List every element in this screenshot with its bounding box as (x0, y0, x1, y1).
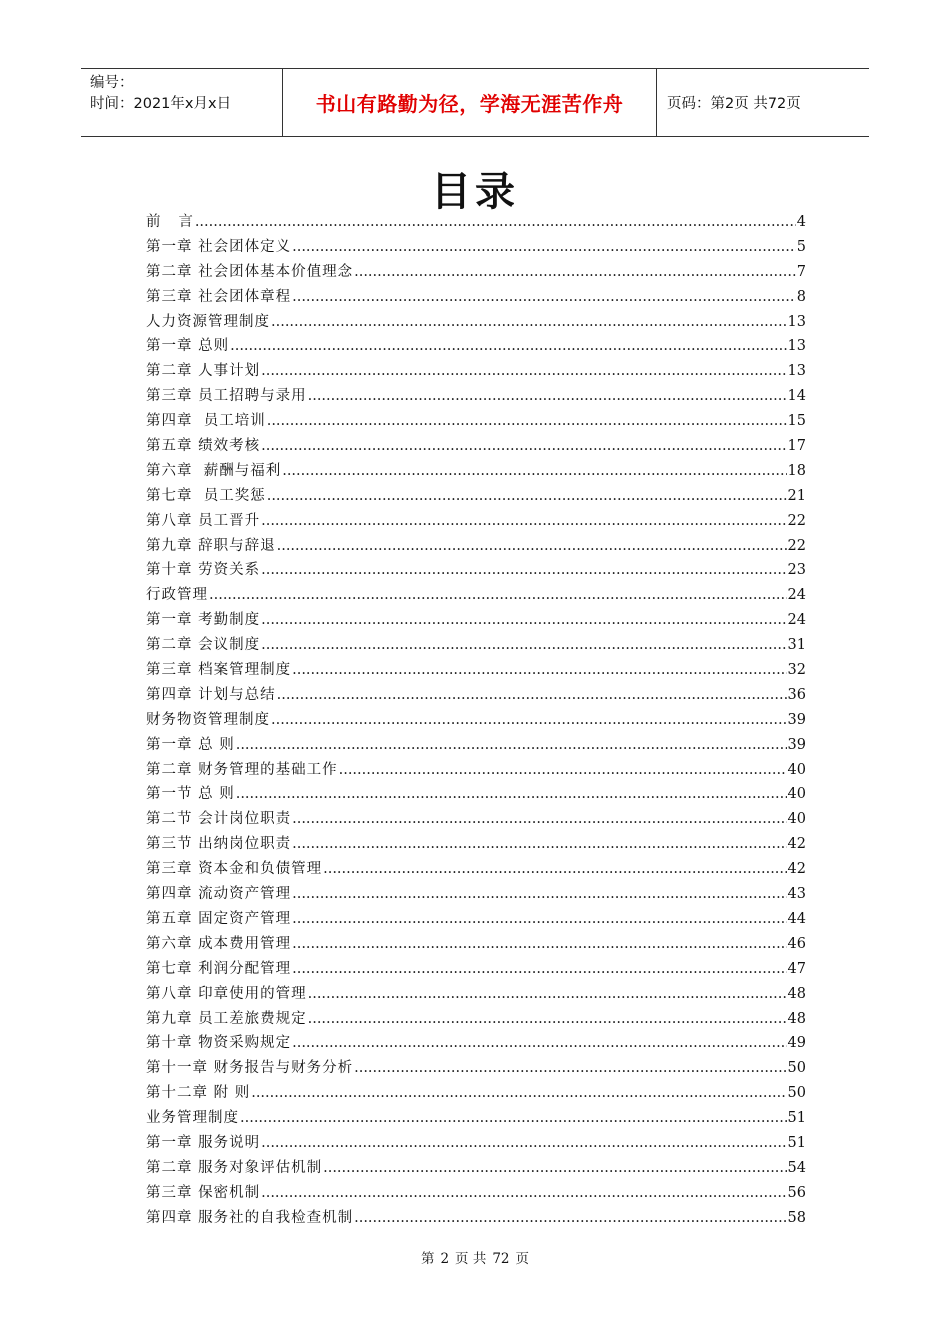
toc-entry[interactable] (146, 409, 806, 434)
toc-leader-dots (292, 886, 786, 902)
toc-entry[interactable] (146, 235, 806, 260)
toc-entry-title: 前 言 (146, 214, 194, 230)
toc-entry-page: 5 (796, 238, 806, 255)
toc-entry-title: 财务物资管理制度 (146, 711, 270, 728)
toc-entry-page: 48 (787, 1010, 806, 1027)
toc-entry[interactable] (146, 733, 806, 758)
toc-entry-title: 第四章 流动资产管理 (146, 886, 292, 903)
toc-entry-page: 50 (787, 1060, 806, 1077)
toc-entry-title: 第二章 服务对象评估机制 (146, 1159, 323, 1176)
toc-entry-page: 13 (787, 363, 806, 380)
toc-leader-dots (271, 314, 787, 330)
toc-leader-dots (261, 612, 786, 628)
toc-entry-title: 第三章 资本金和负债管理 (146, 861, 323, 878)
toc-entry-title: 第四章 计划与总结 (146, 686, 276, 703)
toc-entry-title: 第三章 员工招聘与录用 (146, 388, 307, 405)
toc-leader-dots (282, 463, 786, 479)
toc-entry-page: 51 (787, 1110, 806, 1127)
toc-entry[interactable] (146, 658, 806, 683)
toc-entry-title: 第四章 员工培训 (146, 413, 266, 430)
toc-entry-page: 15 (787, 413, 806, 430)
toc-entry-page: 24 (787, 612, 806, 629)
toc-entry[interactable] (146, 633, 806, 658)
toc-leader-dots (267, 488, 787, 504)
toc-entry-page: 42 (787, 836, 806, 853)
toc-entry[interactable] (146, 459, 806, 484)
header-meta (81, 69, 283, 136)
toc-entry-page: 7 (796, 263, 806, 280)
toc-entry-page: 24 (787, 587, 806, 604)
toc-entry[interactable] (146, 907, 806, 932)
toc-entry[interactable] (146, 708, 806, 733)
toc-entry[interactable] (146, 1181, 806, 1206)
toc-entry[interactable] (146, 1106, 806, 1131)
toc-entry[interactable] (146, 1131, 806, 1156)
toc-entry-title: 第二节 会计岗位职责 (146, 811, 292, 828)
toc-leader-dots (261, 363, 786, 379)
toc-entry-title: 业务管理制度 (146, 1110, 239, 1127)
toc-entry-page: 39 (787, 711, 806, 728)
toc-entry-page: 13 (787, 338, 806, 355)
toc-leader-dots (236, 786, 787, 802)
toc-leader-dots (271, 712, 787, 728)
toc-entry[interactable] (146, 1206, 806, 1231)
toc-entry-page: 50 (787, 1085, 806, 1102)
toc-entry[interactable] (146, 260, 806, 285)
toc-leader-dots (261, 1185, 786, 1201)
toc-entry[interactable] (146, 832, 806, 857)
toc-entry[interactable] (146, 384, 806, 409)
toc-entry-page: 22 (787, 537, 806, 554)
toc-entry[interactable] (146, 1081, 806, 1106)
toc-entry-page: 36 (787, 686, 806, 703)
toc-entry-title: 第五章 绩效考核 (146, 438, 261, 455)
page-footer (0, 1247, 950, 1267)
toc-entry[interactable] (146, 782, 806, 807)
toc-entry-title: 第六章 薪酬与福利 (146, 462, 282, 479)
toc-entry[interactable] (146, 932, 806, 957)
toc-entry[interactable] (146, 509, 806, 534)
header-page-info: 页码：第2页 共72页 (667, 96, 801, 112)
toc-entry[interactable] (146, 758, 806, 783)
toc-entry[interactable] (146, 558, 806, 583)
toc-leader-dots (292, 936, 786, 952)
toc-entry[interactable] (146, 484, 806, 509)
toc-entry-title: 第八章 印章使用的管理 (146, 985, 307, 1002)
toc-entry-title: 第一章 总 则 (146, 736, 235, 753)
toc-entry-page: 46 (787, 935, 806, 952)
toc-leader-dots (354, 264, 796, 280)
toc-entry-title: 第二章 财务管理的基础工作 (146, 761, 338, 778)
toc-leader-dots (261, 1135, 786, 1151)
toc-entry-title: 第四章 服务社的自我检查机制 (146, 1209, 354, 1226)
toc-leader-dots (292, 289, 796, 305)
toc-entry-title: 第八章 员工晋升 (146, 512, 261, 529)
toc-leader-dots (230, 338, 786, 354)
toc-entry-title: 第十章 物资采购规定 (146, 1035, 292, 1052)
toc-leader-dots (292, 811, 786, 827)
toc-entry[interactable] (146, 857, 806, 882)
toc-entry-title: 第六章 成本费用管理 (146, 935, 292, 952)
toc-entry-page: 23 (787, 562, 806, 579)
toc-entry-page: 31 (787, 637, 806, 654)
toc-entry[interactable] (146, 210, 806, 235)
page-header (81, 68, 869, 137)
toc-entry-page: 40 (787, 811, 806, 828)
toc-leader-dots (308, 986, 787, 1002)
toc-entry-page: 48 (787, 985, 806, 1002)
toc-entry-title: 第七章 利润分配管理 (146, 960, 292, 977)
toc-entry-page: 58 (787, 1209, 806, 1226)
toc-leader-dots (209, 587, 787, 603)
footer-page-total: 72 (492, 1251, 510, 1267)
toc-leader-dots (308, 1011, 787, 1027)
toc-entry-title: 第三章 保密机制 (146, 1184, 261, 1201)
toc-entry-page: 13 (787, 313, 806, 330)
toc-entry-page: 51 (787, 1134, 806, 1151)
toc-entry-page: 44 (787, 910, 806, 927)
toc-entry[interactable] (146, 1007, 806, 1032)
toc-leader-dots (292, 961, 786, 977)
toc-entry-title: 第三节 出纳岗位职责 (146, 836, 292, 853)
footer-mid: 页 共 (455, 1251, 487, 1267)
toc-entry-title: 行政管理 (146, 587, 208, 604)
toc-entry-page: 47 (787, 960, 806, 977)
toc-entry-page: 40 (787, 761, 806, 778)
toc-entry-title: 第一章 社会团体定义 (146, 238, 292, 255)
toc-leader-dots (261, 562, 786, 578)
toc-entry-title: 第一章 服务说明 (146, 1134, 261, 1151)
toc-leader-dots (261, 637, 786, 653)
toc-leader-dots (251, 1085, 786, 1101)
toc-entry-page: 4 (796, 214, 806, 230)
toc-leader-dots (292, 239, 796, 255)
toc-entry[interactable] (146, 583, 806, 608)
toc-entry[interactable] (146, 1031, 806, 1056)
toc-entry-title: 第二章 人事计划 (146, 363, 261, 380)
toc-entry-page: 22 (787, 512, 806, 529)
toc-leader-dots (292, 1035, 786, 1051)
toc-entry-page: 14 (787, 388, 806, 405)
toc-entry[interactable] (146, 882, 806, 907)
toc-entry-page: 49 (787, 1035, 806, 1052)
document-number-label: 编号： (90, 75, 134, 91)
toc-entry[interactable] (146, 285, 806, 310)
toc-leader-dots (236, 737, 787, 753)
toc-entry-title: 第七章 员工奖惩 (146, 487, 266, 504)
toc-leader-dots (308, 388, 787, 404)
header-slogan: 书山有路勤为径，学海无涯苦作舟 (283, 69, 657, 136)
toc-entry-title: 第九章 员工差旅费规定 (146, 1010, 307, 1027)
toc-entry[interactable] (146, 683, 806, 708)
toc-leader-dots (339, 762, 787, 778)
toc-leader-dots (261, 513, 786, 529)
document-date: 时间：2021年x月x日 (90, 96, 232, 112)
toc-entry-title: 第二章 会议制度 (146, 637, 261, 654)
toc-entry-page: 54 (787, 1159, 806, 1176)
toc-entry-title: 第十章 劳资关系 (146, 562, 261, 579)
toc-entry-title: 第一章 总则 (146, 338, 230, 355)
page-title: 目录 (431, 169, 519, 215)
toc-entry[interactable] (146, 1156, 806, 1181)
footer-page-current: 2 (440, 1251, 450, 1267)
toc-leader-dots (354, 1060, 786, 1076)
toc-entry[interactable] (146, 982, 806, 1007)
toc-entry-title: 人力资源管理制度 (146, 313, 270, 330)
toc-leader-dots (277, 538, 787, 554)
toc-entry-page: 8 (796, 288, 806, 305)
toc-entry[interactable] (146, 957, 806, 982)
toc-entry-title: 第二章 社会团体基本价值理念 (146, 263, 354, 280)
toc-entry-page: 40 (787, 786, 806, 803)
toc-leader-dots (354, 1210, 786, 1226)
footer-prefix: 第 (420, 1251, 435, 1267)
toc-entry-title: 第一节 总 则 (146, 786, 235, 803)
toc-entry-page: 42 (787, 861, 806, 878)
toc-entry[interactable] (146, 534, 806, 559)
toc-leader-dots (323, 861, 786, 877)
toc-entry-title: 第三章 社会团体章程 (146, 288, 292, 305)
toc-entry-title: 第十二章 附 则 (146, 1085, 251, 1102)
toc-leader-dots (267, 413, 787, 429)
toc-leader-dots (277, 687, 787, 703)
toc-entry-page: 43 (787, 886, 806, 903)
toc-entry[interactable] (146, 608, 806, 633)
toc-entry-title: 第九章 辞职与辞退 (146, 537, 276, 554)
toc-entry-title: 第一章 考勤制度 (146, 612, 261, 629)
footer-suffix: 页 (515, 1251, 530, 1267)
toc-entry-page: 56 (787, 1184, 806, 1201)
toc-leader-dots (195, 214, 796, 230)
toc-entry[interactable] (146, 310, 806, 335)
toc-entry-title: 第三章 档案管理制度 (146, 662, 292, 679)
toc-entry-page: 18 (787, 462, 806, 479)
toc-entry-title: 第五章 固定资产管理 (146, 910, 292, 927)
toc-leader-dots (292, 662, 786, 678)
toc-entry[interactable] (146, 434, 806, 459)
toc-entry-page: 17 (787, 438, 806, 455)
toc-entry-page: 21 (787, 487, 806, 504)
toc-entry[interactable] (146, 359, 806, 384)
toc-entry[interactable] (146, 334, 806, 359)
table-of-contents (146, 210, 806, 1231)
toc-leader-dots (292, 911, 786, 927)
toc-entry[interactable] (146, 807, 806, 832)
toc-entry[interactable] (146, 1056, 806, 1081)
toc-leader-dots (261, 438, 786, 454)
toc-leader-dots (292, 836, 786, 852)
toc-leader-dots (240, 1110, 787, 1126)
toc-leader-dots (323, 1160, 786, 1176)
toc-entry-page: 32 (787, 662, 806, 679)
toc-entry-page: 39 (787, 736, 806, 753)
toc-entry-title: 第十一章 财务报告与财务分析 (146, 1060, 354, 1077)
